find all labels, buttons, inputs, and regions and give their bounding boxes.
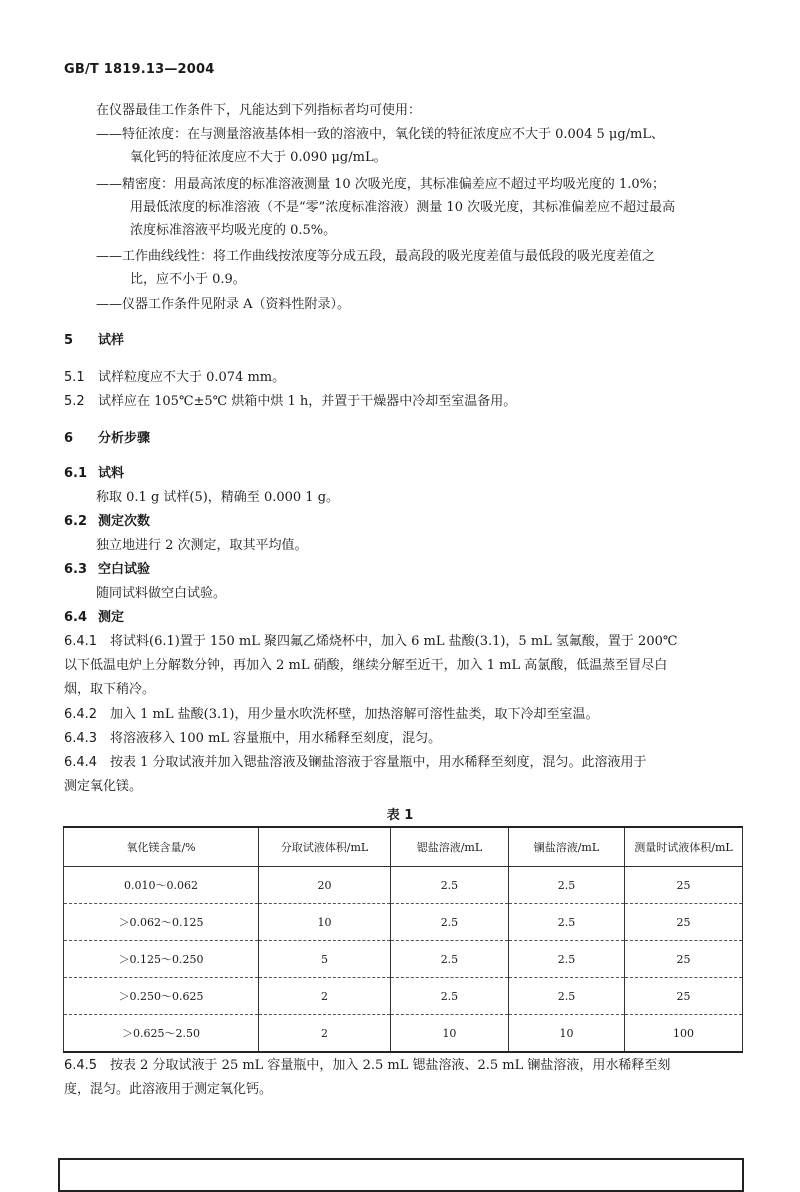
clause-text: 按表 2 分取试液于 25 mL 容量瓶中，加入 2.5 mL 锶盐溶液、2.5 mL 镧盐溶液，用水稀释至刻 <box>110 1058 671 1073</box>
clause-number: 6.4.1 <box>64 634 98 649</box>
clause-text: 试样粒度应不大于 0.074 mm。 <box>98 370 286 385</box>
section-title: 分析步骤 <box>98 431 151 446</box>
table-row <box>64 978 743 1015</box>
section-title: 试样 <box>98 333 125 348</box>
table-cell: 5 <box>259 941 391 978</box>
clause-6-2-heading <box>64 514 150 530</box>
clause-6-3-text: 随同试料做空白试验。 <box>96 586 227 601</box>
table-cell: ＞0.125～0.250 <box>64 941 259 978</box>
table-cell: ＞0.250～0.625 <box>64 978 259 1015</box>
table-row <box>64 1015 743 1053</box>
table-cell: 2.5 <box>508 904 624 941</box>
section-5-heading <box>64 333 124 349</box>
clause-6-3-heading <box>64 562 150 578</box>
clause-text: 将溶液移入 100 mL 容量瓶中，用水稀释至刻度，混匀。 <box>110 731 442 746</box>
clause-5-2 <box>64 394 516 410</box>
criterion-linearity-line1: ——工作曲线线性：将工作曲线按浓度等分成五段，最高段的吸光度差值与最低段的吸光度差值之 <box>96 249 656 264</box>
table-cell: 2.5 <box>508 867 624 904</box>
clause-6-4-5-line1 <box>64 1058 670 1074</box>
clause-number: 6.4.5 <box>64 1058 98 1073</box>
table-row <box>64 941 743 978</box>
section-6-heading <box>64 431 150 447</box>
table-header-cell: 锶盐溶液/mL <box>390 827 508 867</box>
table-header-cell: 镧盐溶液/mL <box>508 827 624 867</box>
clause-number: 6.3 <box>64 562 88 577</box>
clause-text: 加入 1 mL 盐酸(3.1)，用少量水吹洗杯壁，加热溶解可溶性盐类，取下冷却至室温。 <box>110 707 599 722</box>
clause-6-4-4-line1 <box>64 755 647 771</box>
clause-6-1-heading <box>64 466 124 482</box>
clause-number: 5.1 <box>64 370 85 385</box>
table-cell: 2.5 <box>390 867 508 904</box>
clause-6-4-4-line2: 测定氧化镁。 <box>64 779 143 794</box>
table-cell: 2 <box>259 1015 391 1053</box>
table-header-cell: 分取试液体积/mL <box>259 827 391 867</box>
table-cell: 100 <box>624 1015 742 1053</box>
table-cell: 25 <box>624 904 742 941</box>
table-header-cell: 氧化镁含量/% <box>64 827 259 867</box>
clause-6-4-heading <box>64 610 124 626</box>
table-row <box>64 867 743 904</box>
table-cell: 0.010～0.062 <box>64 867 259 904</box>
clause-5-1 <box>64 370 285 386</box>
table-cell: 2.5 <box>508 941 624 978</box>
clause-text: 按表 1 分取试液并加入锶盐溶液及镧盐溶液于容量瓶中，用水稀释至刻度，混匀。此溶液用于 <box>110 755 647 770</box>
clause-number: 6.4.3 <box>64 731 98 746</box>
criterion-precision-line3: 浓度标准溶液平均吸光度的 0.5%。 <box>130 223 337 238</box>
table-cell: 2.5 <box>508 978 624 1015</box>
clause-6-4-2 <box>64 707 598 723</box>
clause-title: 空白试验 <box>98 562 151 577</box>
table-cell: 10 <box>390 1015 508 1053</box>
criterion-precision-line1: ——精密度：用最高浓度的标准溶液测量 10 次吸光度，其标准偏差应不超过平均吸光度的 1.0%； <box>96 177 665 192</box>
clause-number: 6.1 <box>64 466 88 481</box>
table-cell: 10 <box>508 1015 624 1053</box>
table-cell: 10 <box>259 904 391 941</box>
standard-number: GB/T 1819.13—2004 <box>64 62 215 77</box>
table-header-cell: 测量时试液体积/mL <box>624 827 742 867</box>
criterion-conditions: ——仪器工作条件见附录 A（资料性附录）。 <box>96 297 351 312</box>
clause-text: 试样应在 105℃±5℃ 烘箱中烘 1 h，并置于干燥器中冷却至室温备用。 <box>98 394 517 409</box>
clause-text: 将试料(6.1)置于 150 mL 聚四氟乙烯烧杯中，加入 6 mL 盐酸(3.1)，5 mL 氢氟酸，置于 200℃ <box>110 634 678 649</box>
criterion-precision-line2: 用最低浓度的标准溶液（不是“零”浓度标准溶液）测量 10 次吸光度，其标准偏差应不超过最高 <box>130 200 676 215</box>
page-footer-frame <box>58 1158 744 1192</box>
criterion-sensitivity-line1: ——特征浓度：在与测量溶液基体相一致的溶液中，氧化镁的特征浓度应不大于 0.004 5 μg/mL、 <box>96 127 664 142</box>
clause-title: 测定 <box>98 610 125 625</box>
table-cell: 2 <box>259 978 391 1015</box>
table-cell: 25 <box>624 867 742 904</box>
table-header-row <box>64 827 743 867</box>
clause-6-4-1-line3: 烟，取下稍冷。 <box>64 682 156 697</box>
table-cell: 20 <box>259 867 391 904</box>
clause-number: 6.4.4 <box>64 755 98 770</box>
table-cell: 25 <box>624 978 742 1015</box>
clause-6-4-1-line1 <box>64 634 677 650</box>
table-cell: ＞0.625～2.50 <box>64 1015 259 1053</box>
table-row <box>64 904 743 941</box>
section-number: 6 <box>64 431 74 446</box>
clause-6-4-3 <box>64 731 441 747</box>
clause-6-2-text: 独立地进行 2 次测定，取其平均值。 <box>96 538 308 553</box>
table-cell: ＞0.062～0.125 <box>64 904 259 941</box>
clause-6-1-text: 称取 0.1 g 试样(5)，精确至 0.000 1 g。 <box>96 490 340 505</box>
table-1-caption: 表 1 <box>386 808 414 823</box>
clause-number: 6.4 <box>64 610 88 625</box>
section-number: 5 <box>64 333 74 348</box>
criterion-sensitivity-line2: 氧化钙的特征浓度应不大于 0.090 μg/mL。 <box>130 150 387 165</box>
clause-number: 5.2 <box>64 394 85 409</box>
clause-6-4-5-line2: 度，混匀。此溶液用于测定氧化钙。 <box>64 1082 273 1097</box>
intro-lead: 在仪器最佳工作条件下，凡能达到下列指标者均可使用： <box>96 103 422 118</box>
clause-number: 6.2 <box>64 514 88 529</box>
table-cell: 2.5 <box>390 904 508 941</box>
clause-title: 测定次数 <box>98 514 151 529</box>
clause-title: 试料 <box>98 466 125 481</box>
clause-number: 6.4.2 <box>64 707 98 722</box>
criterion-linearity-line2: 比，应不小于 0.9。 <box>130 272 246 287</box>
clause-6-4-1-line2: 以下低温电炉上分解数分钟，再加入 2 mL 硝酸，继续分解至近干，加入 1 mL 高氯酸，低温蒸至冒尽白 <box>64 658 668 673</box>
table-cell: 25 <box>624 941 742 978</box>
table-cell: 2.5 <box>390 941 508 978</box>
table-cell: 2.5 <box>390 978 508 1015</box>
table-1 <box>63 826 743 1053</box>
